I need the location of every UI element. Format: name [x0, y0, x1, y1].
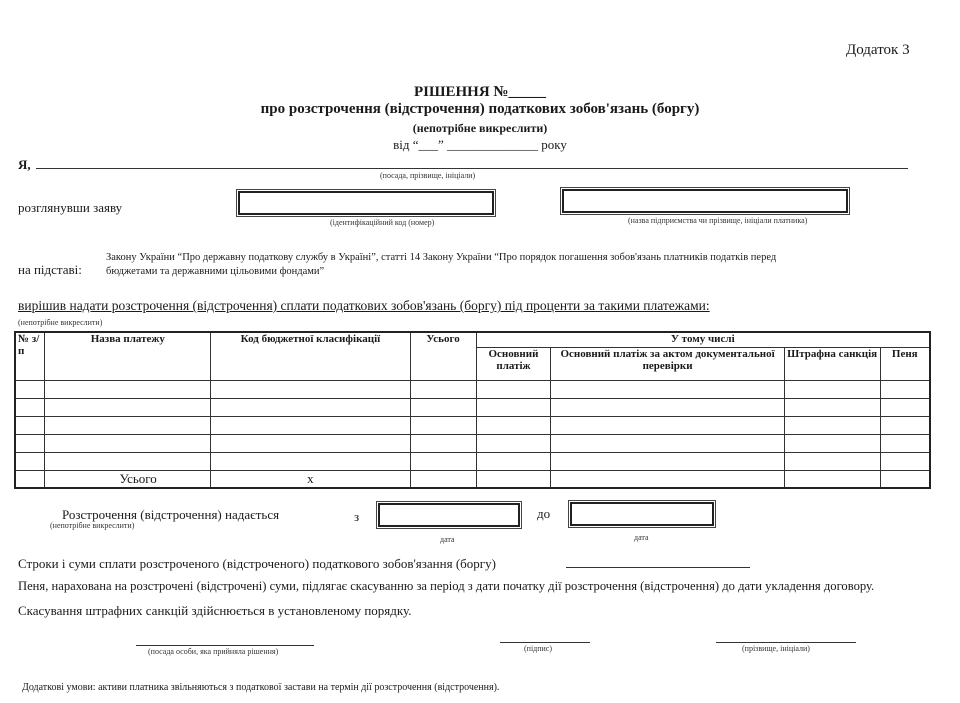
id-code-field[interactable] — [238, 191, 494, 215]
table-total-row — [15, 470, 930, 488]
decision-text: вирішив надати розстрочення (відстрочення) сплати податкових зобов'язань (боргу) під проценти за такими платежами: — [18, 298, 710, 313]
appendix-label: Додаток 3 — [846, 42, 910, 58]
basis-text-2: бюджетами та державними цільовими фондами” — [106, 266, 325, 277]
col-total-header: Усього — [410, 332, 476, 380]
reviewed-label: розглянувши заяву — [18, 200, 123, 215]
grant-label: Розстрочення (відстрочення) надається — [62, 507, 280, 522]
end-date-caption: дата — [634, 533, 649, 542]
to-label: до — [537, 506, 551, 521]
col-main-payment-act-header: Основний платіж за актом документальної перевірки — [551, 347, 784, 380]
position-sign-line[interactable] — [136, 645, 314, 646]
table-row[interactable] — [15, 434, 930, 452]
payer-name-field[interactable] — [562, 189, 848, 213]
id-code-caption: (ідентифікаційний код (номер) — [330, 218, 435, 227]
additional-terms: Додаткові умови: активи платника звільняються з податкової застави на термін дії розстрочення (відстрочення). — [22, 682, 500, 693]
i-label: Я, — [18, 157, 31, 172]
start-date-caption: дата — [440, 535, 455, 544]
payments-table — [14, 331, 931, 489]
grant-caption: (непотрібне викреслити) — [50, 521, 135, 530]
table-row[interactable] — [15, 452, 930, 470]
fine-cancel-line: Пеня, нарахована на розстрочені (відстрочені) суми, підлягає скасуванню за період з дати початку дії розстрочення (відстрочення) до дати укладення договору. — [18, 579, 875, 593]
total-row-x: х — [211, 470, 410, 488]
table-row[interactable] — [15, 398, 930, 416]
end-date-field[interactable] — [570, 502, 714, 526]
i-fill-line[interactable] — [36, 168, 908, 169]
terms-line: Строки і суми сплати розстроченого (відстроченого) податкового зобов'язання (боргу) — [18, 556, 496, 571]
col-including-header: У тому числі — [476, 332, 930, 347]
table-row[interactable] — [15, 380, 930, 398]
decision-caption: (непотрібне викреслити) — [18, 318, 103, 327]
from-label: з — [354, 509, 360, 524]
signature-caption: (підпис) — [524, 644, 553, 653]
col-budget-code-header: Код бюджетної класифікації — [211, 332, 410, 380]
i-caption: (посада, прізвище, ініціали) — [380, 171, 476, 180]
col-penalty-header: Штрафна санкція — [784, 347, 880, 380]
payer-name-caption: (назва підприємства чи прізвище, ініціали платника) — [628, 216, 808, 225]
total-row-label: Усього — [45, 470, 211, 488]
date-line: від “___” ______________ року — [393, 137, 567, 152]
position-caption: (посада особи, яка прийняла рішення) — [148, 647, 279, 656]
col-num-header: № з/п — [15, 332, 45, 380]
signature-line[interactable] — [500, 642, 590, 643]
start-date-field[interactable] — [378, 503, 520, 527]
col-fine-header: Пеня — [880, 347, 930, 380]
basis-label: на підставі: — [18, 262, 82, 277]
name-sign-line[interactable] — [716, 642, 856, 643]
basis-text-1: Закону України “Про державну податкову службу в Україні”, статті 14 Закону України “Про порядок погашення зобов'язань платників податків перед — [106, 252, 777, 263]
table-row[interactable] — [15, 416, 930, 434]
col-payment-name-header: Назва платежу — [45, 332, 211, 380]
name-caption: (прізвище, ініціали) — [742, 644, 810, 653]
terms-fill-line[interactable] — [566, 567, 750, 568]
strike-note: (непотрібне викреслити) — [412, 121, 548, 135]
decision-title: РІШЕННЯ №_____ — [414, 84, 546, 100]
penalty-cancel-line: Скасування штрафних санкцій здійснюється в установленому порядку. — [18, 603, 412, 618]
decision-subtitle: про розстрочення (відстрочення) податкових зобов'язань (боргу) — [260, 101, 700, 117]
col-main-payment-header: Основний платіж — [476, 347, 551, 380]
